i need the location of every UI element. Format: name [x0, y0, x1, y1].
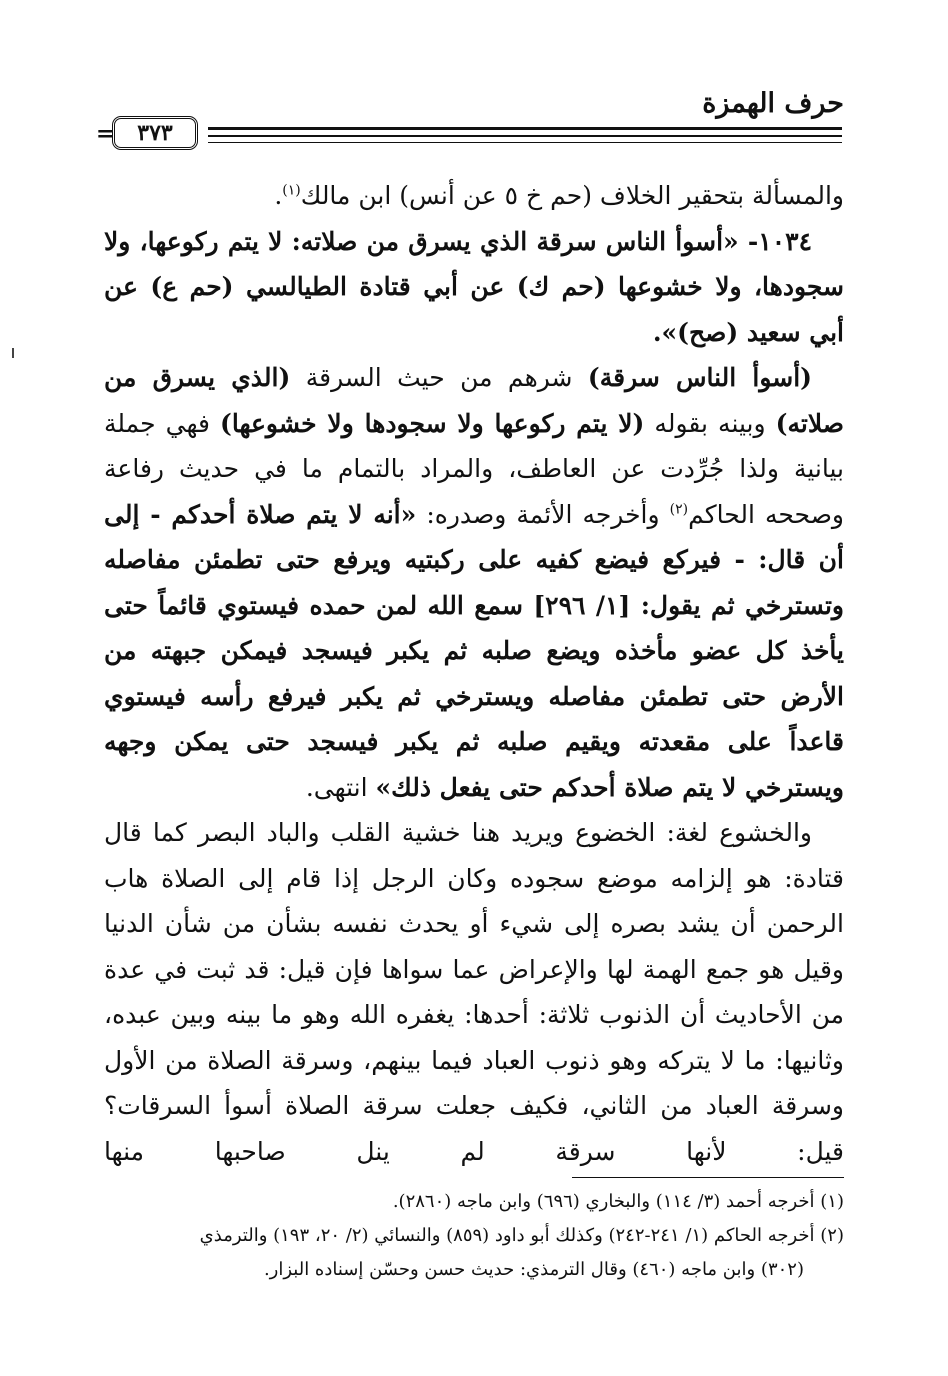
commentary-text: شرهم من حيث السرقة	[290, 363, 588, 392]
header-rule-line	[208, 142, 842, 143]
commentary-paragraph	[104, 355, 844, 810]
main-text	[104, 173, 844, 1174]
commentary-text: فهي جملة بيانية ولذا جُرِّدت عن العاطف، والمراد بالتمام ما في حديث رفاعة وصححه الحاكم	[104, 408, 844, 529]
footnote-ref-2: (٢)	[669, 501, 689, 518]
footnotes	[104, 1185, 844, 1287]
paragraph-intro	[104, 173, 844, 219]
page-number: ٣٧٣	[112, 116, 198, 150]
footnote-1: (١) أخرجه أحمد (٣/ ١١٤) والبخاري (٦٩٦) وابن ماجه (٢٨٦٠).	[392, 1191, 844, 1212]
quoted-phrase: (الذي يسرق من صلاته)	[104, 363, 844, 438]
footnote-ref-1: (١)	[282, 182, 301, 199]
intro-text: والمسألة بتحقير الخلاف (حم خ ٥ عن أنس) ابن مالك	[300, 181, 844, 210]
footnote-2: (٢) أخرجه الحاكم (١/ ٢٤١-٢٤٢) وكذلك أبو داود (٨٥٩) والنسائي (٢/ ٢٠، ١٩٣) والترمذي	[199, 1225, 844, 1246]
commentary-text: وبينه بقوله	[644, 408, 776, 438]
footnote-separator	[572, 1177, 844, 1178]
hadith-entry-1034	[104, 219, 844, 356]
header-rule	[96, 114, 842, 160]
footnote-2-continued: (٣٠٢) وابن ماجه (٤٦٠) وقال الترمذي: حديث حسن وحسّن إسناده البزار.	[263, 1259, 804, 1280]
quoted-hadith: «أنه لا يتم صلاة أحدكم - إلى أن قال: - فيركع فيضع كفيه على ركبتيه ويرفع حتى تطمئن مفاصله وتسترخي ثم يقول: [١/ ٢٩٦] سمع الله لمن حمده فيستوي قائماً حتى يأخذ كل عضو مأخذه ويضع صلبه ثم يكبر فيسجد فيمكن جبهته من الأرض حتى تطمئن مفاصله ويسترخي ثم يكبر فيرفع رأسه فيستوي قاعداً على مقعدته ويقيم صلبه ثم يكبر فيسجد حتى يمكن وجهه ويسترخي لا يتم صلاة أحدكم حتى يفعل ذلك»	[104, 499, 844, 802]
quoted-phrase: (لا يتم ركوعها ولا سجودها ولا خشوعها)	[220, 408, 645, 438]
commentary-text: وأخرجه الأئمة وصدره:	[416, 499, 670, 529]
khushu-paragraph: والخشوع لغة: الخضوع ويريد هنا خشية القلب والباد البصر كما قال قتادة: هو إلزامه موضع سجوده وكان الرجل إذا قام إلى الصلاة هاب الرحمن أن يشد بصره إلى شيء أو يحدث نفسه بشأن من شأن الدنيا وقيل هو جمع الهمة لها والإعراض عما سواها فإن قيل: قد ثبت في عدة من الأحاديث أن الذنوب ثلاثة: أحدها: يغفره الله وهو ما بينه وبين عبده، وثانيها: ما لا يتركه وهو ذنوب العباد فيما بينهم، وسرقة الصلاة من الأول وسرقة العباد من الثاني، فكيف جعلت سرقة الصلاة أسوأ السرقات؟ قيل: لأنها سرقة لم ينل صاحبها منها	[104, 818, 844, 1166]
scan-mark	[12, 348, 14, 358]
hadith-number: ١٠٣٤-	[738, 226, 812, 256]
quoted-phrase: (أسوأ الناس سرقة)	[587, 363, 812, 392]
equals-mark: =	[96, 121, 115, 147]
header-rule-line	[208, 135, 842, 137]
chapter-title: حرف الهمزة	[702, 88, 844, 119]
commentary-text: انتهى.	[305, 772, 376, 802]
header-rule-line	[208, 127, 842, 130]
intro-end: .	[274, 181, 283, 210]
hadith-text: «أسوأ الناس سرقة الذي يسرق من صلاته: لا يتم ركوعها، ولا سجودها، ولا خشوعها (حم ك) عن أبي قتادة الطيالسي (حم ع) عن أبي سعيد (صح)».	[104, 226, 844, 347]
